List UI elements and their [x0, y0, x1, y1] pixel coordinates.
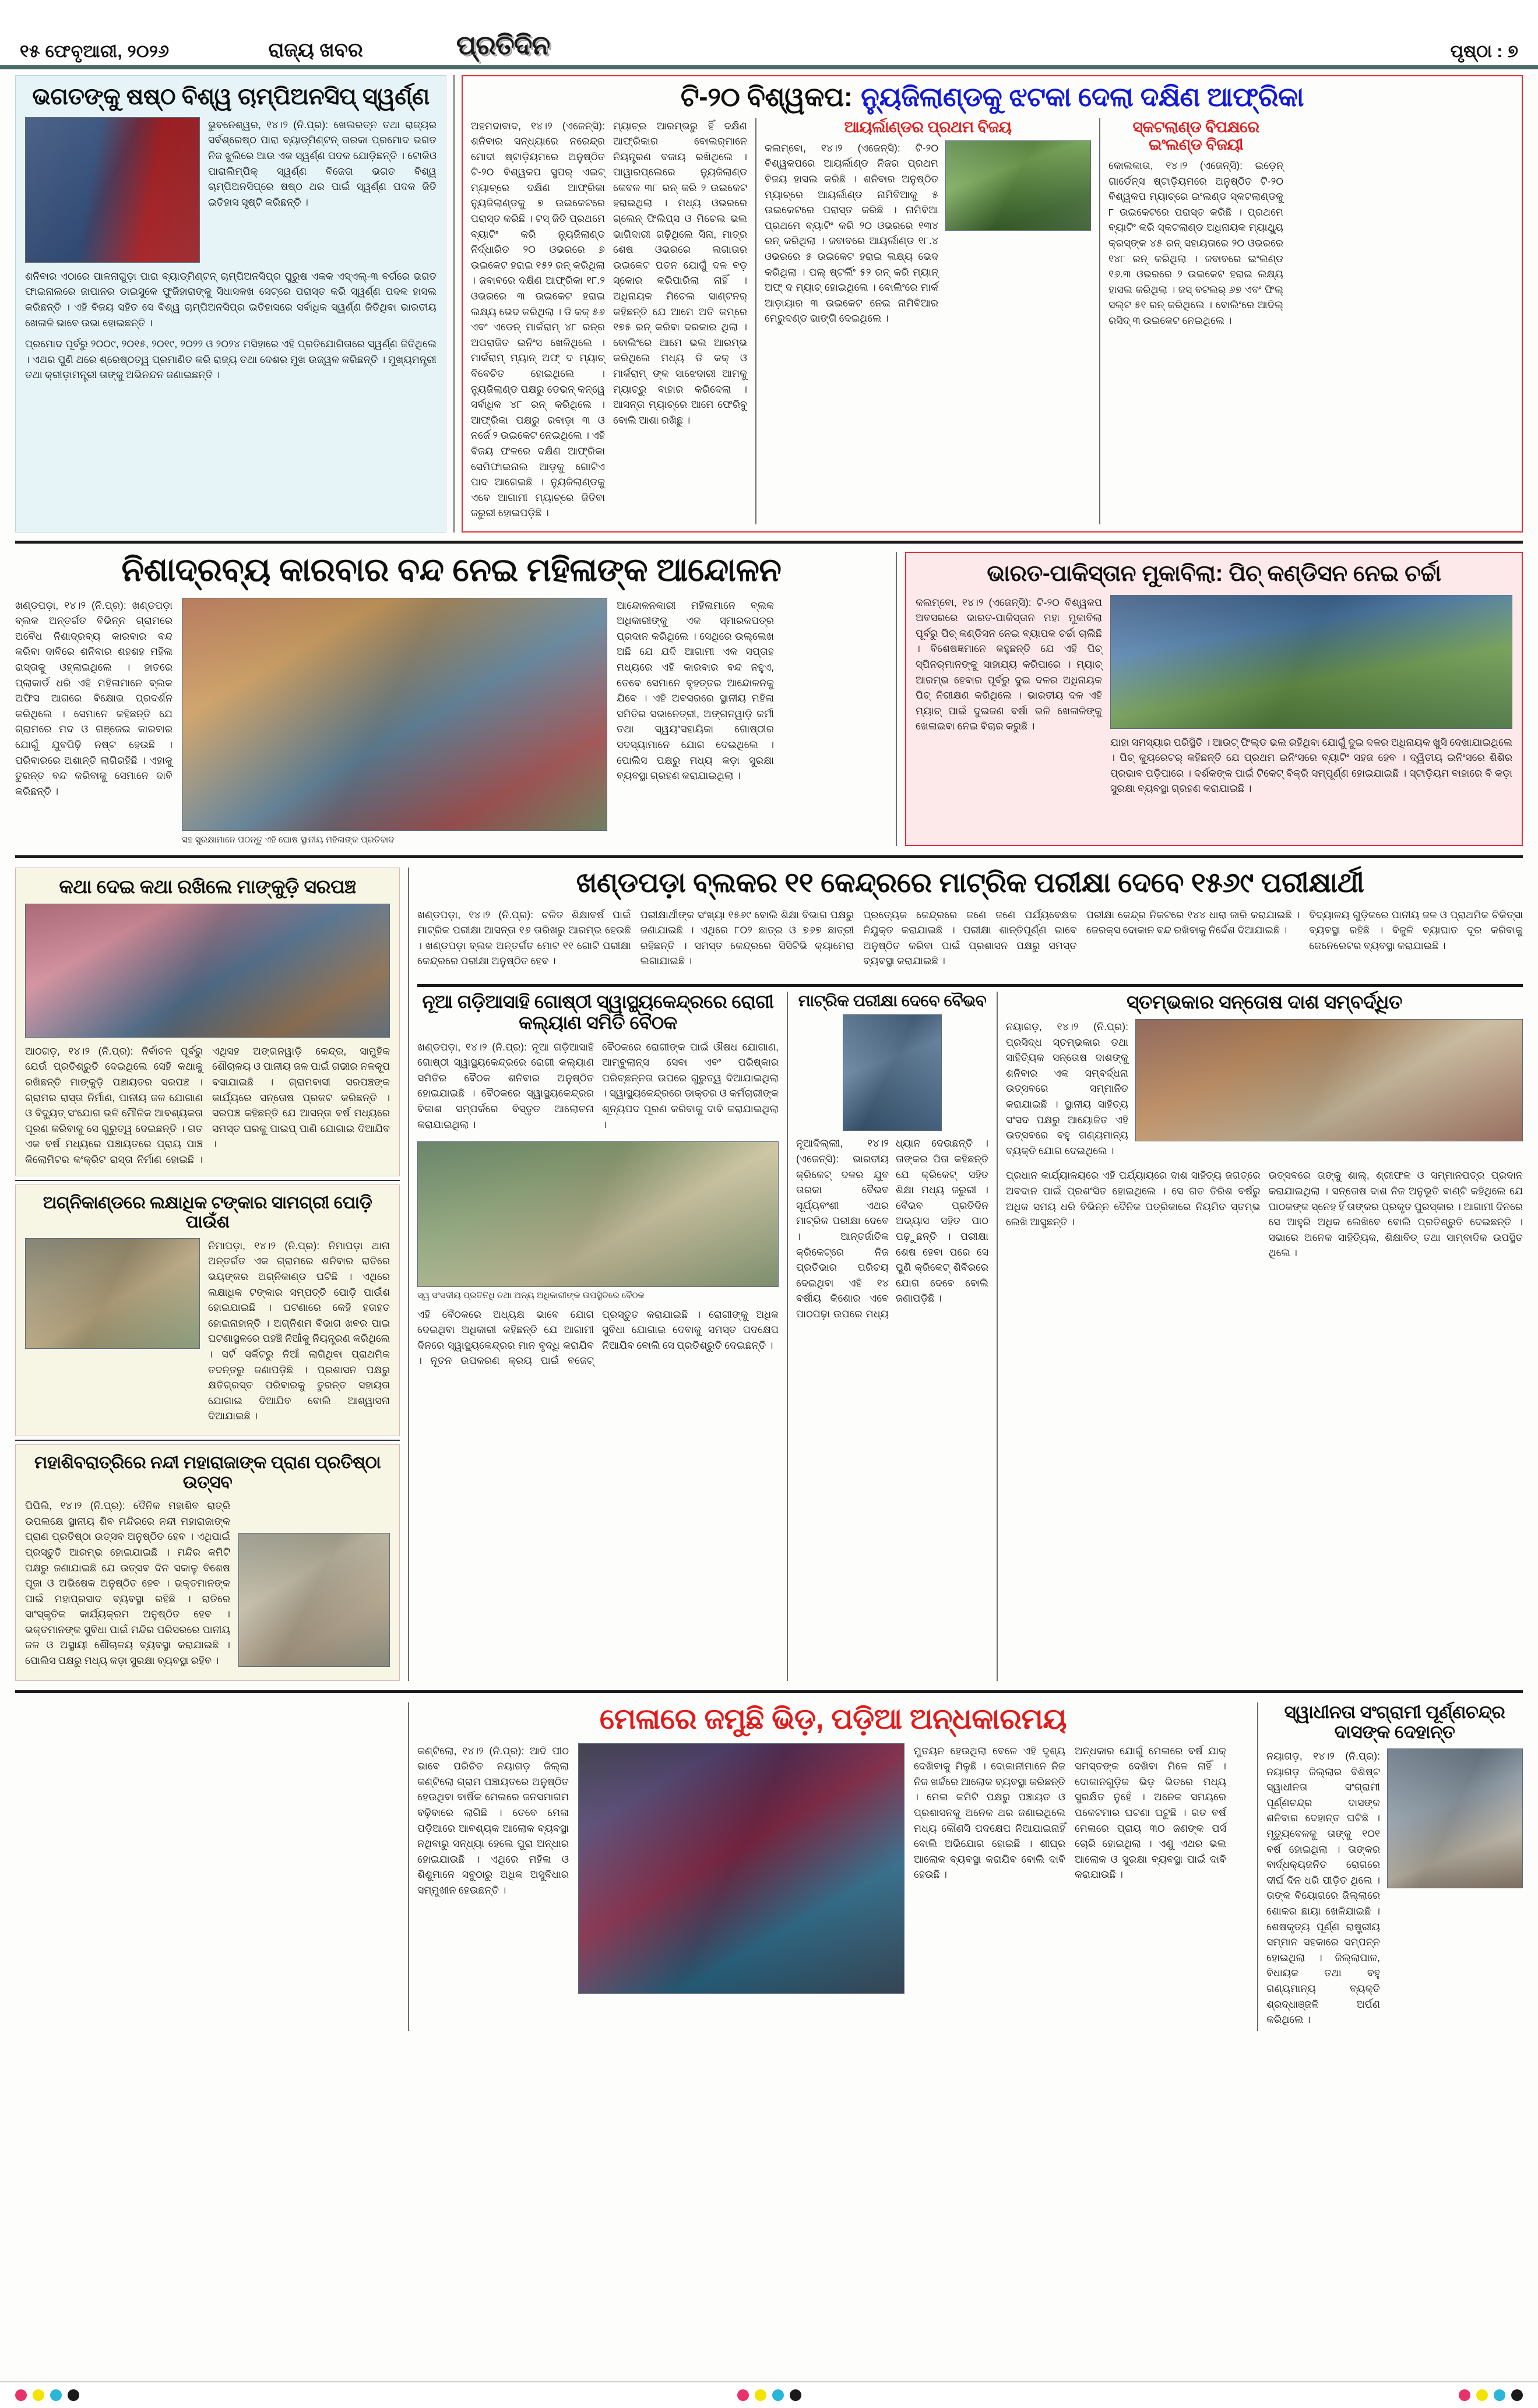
t20-headline: [471, 82, 1514, 112]
divider-vertical: [997, 992, 998, 1681]
sarpanch-photo: [25, 904, 390, 1038]
health-photo-caption: ସ୍ୱ ସଂସଦୀୟ ପ୍ରତିନିଧି ତଥା ଅନ୍ୟ ଅଧିକାରୀଙ୍କ ଉପସ୍ଥିତିରେ ବୈଠକ: [417, 1291, 645, 1301]
health-photo: [417, 1141, 779, 1287]
divider-vertical: [1099, 118, 1100, 524]
divider-vertical: [755, 118, 756, 524]
color-dot-cyan: [1494, 2389, 1505, 2401]
article-mahashivratri: [15, 1444, 400, 1681]
indpak-col-1: କଲମ୍ବୋ, ୧୪।୨ (ଏଜେନ୍ସି): ଟି-୨୦ ବିଶ୍ୱକପ ଅବସରରେ ଭାରତ-ପାକିସ୍ତାନ ମହା ମୁକାବିଲା ପୂର୍ବରୁ ପିଚ୍ କଣ୍ଡିସନ ନେଇ ବ୍ୟାପକ ଚର୍ଚ୍ଚା ଚାଲିଛି । ବିଶେଷଜ୍ଞମାନେ କହୁଛନ୍ତି ଯେ ଏହି ପିଚ୍ ସ୍ପିନର୍‌ମାନଙ୍କୁ ସାହାଯ୍ୟ କରିପାରେ । ମ୍ୟାଚ୍ ଆରମ୍ଭ ହେବାର ପୂର୍ବରୁ ଦୁଇ ଦଳର ଅଧିନାୟକ ପିଚ୍ ନିରୀକ୍ଷଣ କରିଥିଲେ । ଭାରତୀୟ ଦଳ ଏହି ମ୍ୟାଚ୍ ପାଇଁ ଦୁଇଜଣ ବର୍ଷା ଭଳି ଖେଳାଳିଙ୍କୁ ଖେଳାଇବା ନେଇ ବିଚାର କରୁଛି ।: [916, 596, 1102, 732]
vaibhav-body: ନୂଆଦିଲ୍ଲୀ, ୧୪।୨ (ଏଜେନ୍ସି): ଭାରତୀୟ କ୍ରିକେଟ୍ ଦଳର ଯୁବ ତାରକା ବୈଭବ ସୂର୍ଯ୍ୟବଂଶୀ ଏଥର ମାଟ୍ରିକ ପରୀକ୍ଷା ଦେବେ । ଆନ୍ତର୍ଜାତିକ କ୍ରିକେଟ୍‌ରେ ନିଜ ପ୍ରତିଭାର ପରିଚୟ ଦେଇଥିବା ଏହି ୧୪ ବର୍ଷୀୟ କିଶୋର ଏବେ ପାଠପଢ଼ା ଉପରେ ମଧ୍ୟ ଧ୍ୟାନ ଦେଉଛନ୍ତି । ତାଙ୍କର ପିତା କହିଛନ୍ତି ଯେ କ୍ରିକେଟ୍ ସହିତ ଶିକ୍ଷା ମଧ୍ୟ ଜରୁରୀ । ବୈଭବ ପ୍ରତିଦିନ ଅଭ୍ୟାସ ସହିତ ପାଠ ପଢ଼ୁଛନ୍ତି । ପରୀକ୍ଷା ଶେଷ ହେବା ପରେ ସେ ପୁଣି କ୍ରିକେଟ୍ ଶିବିରରେ ଯୋଗ ଦେବେ ବୋଲି ଜଣାପଡ଼ିଛି ।: [796, 1137, 988, 1320]
article-nisha: [15, 552, 888, 846]
section-rule: [15, 855, 1523, 858]
section-title: ରାଜ୍ୟ ଖବର: [268, 39, 363, 61]
article-freedom: [1266, 1702, 1523, 2031]
vaibhav-photo: [843, 1014, 942, 1131]
color-dot-yellow: [1476, 2389, 1488, 2401]
t20-col-1: ଅହମଦାବାଦ, ୧୪।୨ (ଏଜେନ୍ସି): ଶନିବାର ସନ୍ଧ୍ୟାରେ ନରେନ୍ଦ୍ର ମୋଦୀ ଷ୍ଟାଡ଼ିୟମରେ ଅନୁଷ୍ଠିତ ଟି-୨୦ ବିଶ୍ୱକପ ସୁପର୍ ଏଇଟ୍ ମ୍ୟାଚ୍‌ରେ ଦକ୍ଷିଣ ଆଫ୍ରିକା ନ୍ୟୁଜିଲାଣ୍ଡକୁ ୭ ଉଇକେଟରେ ପରାସ୍ତ କରିଛି । ଟସ୍ ଜିତି ପ୍ରଥମେ ବ୍ୟାଟିଂ କରି ନ୍ୟୁଜିଲାଣ୍ଡ ନିର୍ଦ୍ଧାରିତ ୨୦ ଓଭରରେ ୭ ଉଇକେଟ ହରାଇ ୧୫୨ ରନ୍ କରିଥିଲା । ଜବାବରେ ଦକ୍ଷିଣ ଆଫ୍ରିକା ୧୮.୨ ଓଭରରେ ୩ ଉଇକେଟ ହରାଇ ଲକ୍ଷ୍ୟ ଭେଦ କରିଥିଲା । ଡି କକ୍ ୫୬ ଏବଂ ଏଡେନ୍ ମାର୍କରାମ୍ ୪୮ ରନ୍‌ର ଅପରାଜିତ ଇନିଂସ ଖେଳିଥିଲେ । ମାର୍କରାମ୍ ମ୍ୟାନ୍ ଅଫ୍ ଦ ମ୍ୟାଚ୍ ବିବେଚିତ ହୋଇଥିଲେ । ନ୍ୟୁଜିଲାଣ୍ଡ ପକ୍ଷରୁ ଡେଭନ୍ କନ୍‌ୱେ ସର୍ବାଧିକ ୪୮ ରନ୍ କରିଥିଲେ । ଆଫ୍ରିକା ପକ୍ଷରୁ ରବାଡ଼ା ୩ ଓ ନର୍ଜେ ୨ ଉଇକେଟ ନେଇଥିଲେ । ଏହି ବିଜୟ ଫଳରେ ଦକ୍ଷିଣ ଆଫ୍ରିକା ସେମିଫାଇନାଲ ଆଡ଼କୁ ଗୋଟିଏ ପାଦ ଆଗେଇଛି । ନ୍ୟୁଜିଲାଣ୍ଡକୁ ଏବେ ଆଗାମୀ ମ୍ୟାଚ୍‌ରେ ଜିତିବା ଜରୁରୀ ହୋଇପଡ଼ିଛି ।: [471, 119, 605, 519]
article-sarpanch: [15, 868, 400, 1176]
color-dot-yellow: [755, 2389, 766, 2401]
nisha-headline: ନିଶାଦ୍ରବ୍ୟ କାରବାର ବନ୍ଦ ନେଇ ମହିଳାଙ୍କ ଆନ୍ଦୋଳନ: [121, 551, 782, 588]
color-dot-cyan: [50, 2389, 62, 2401]
mahashivratri-body: ପିପିଲି, ୧୪।୨ (ନି.ପ୍ର): ଦୈନିକ ମହାଶିବ ରାତ୍ରି ଉପଲକ୍ଷେ ସ୍ଥାନୀୟ ଶିବ ମନ୍ଦିରରେ ନନ୍ଦୀ ମହାରାଜାଙ୍କ ପ୍ରାଣ ପ୍ରତିଷ୍ଠା ଉତ୍ସବ ଅନୁଷ୍ଠିତ ହେବ । ଏଥିପାଇଁ ପ୍ରସ୍ତୁତି ଆରମ୍ଭ ହୋଇଯାଇଛି । ମନ୍ଦିର କମିଟି ପକ୍ଷରୁ ଜଣାଯାଇଛି ଯେ ଉତ୍ସବ ଦିନ ସକାଳୁ ବିଶେଷ ପୂଜା ଓ ଅଭିଷେକ ଅନୁଷ୍ଠିତ ହେବ । ଭକ୍ତମାନଙ୍କ ପାଇଁ ମହାପ୍ରସାଦ ବ୍ୟବସ୍ଥା ରହିଛି । ରାତିରେ ସାଂସ୍କୃତିକ କାର୍ଯ୍ୟକ୍ରମ ଅନୁଷ୍ଠିତ ହେବ । ଭକ୍ତମାନଙ୍କ ସୁବିଧା ପାଇଁ ମନ୍ଦିର ପରିସରରେ ପାନୀୟ ଜଳ ଓ ଅସ୍ଥାୟୀ ଶୌଚାଳୟ ବ୍ୟବସ୍ଥା କରାଯାଇଛି । ପୋଲିସ ପକ୍ଷରୁ ମଧ୍ୟ କଡ଼ା ସୁରକ୍ଷା ବ୍ୟବସ୍ଥା ରହିବ ।: [25, 1500, 230, 1667]
article-t20: [462, 75, 1523, 533]
fire-photo: [25, 1238, 200, 1349]
vaibhav-headline: ମାଟ୍ରିକ ପରୀକ୍ଷା ଦେବେ ବୈଭବ: [798, 992, 987, 1010]
mela-photo: [578, 1743, 905, 1994]
divider-vertical: [1257, 1702, 1258, 2031]
newspaper-logo: ପ୍ରତିଦିନ: [456, 30, 550, 60]
color-dot-yellow: [33, 2389, 44, 2401]
ireland-headline: ଆୟର୍ଲାଣ୍ଡର ପ୍ରଥମ ବିଜୟ: [844, 118, 1012, 136]
bhagat-body-1: ଭୁବନେଶ୍ୱର, ୧୪।୨ (ନି.ପ୍ର): ଖେଲରତ୍ନ ତଥା ରାଜ୍ୟର ସର୍ବଶ୍ରେଷ୍ଠ ପାରା ବ୍ୟାଡ୍‌ମିଣ୍ଟନ୍ ତାରକା ପ୍ରମୋଦ ଭଗତ ନିଜ ଝୁଲିରେ ଆଉ ଏକ ସ୍ୱର୍ଣ୍ଣ ପଦକ ଯୋଡ଼ିଛନ୍ତି । ଟୋକିଓ ପାରାଲିମ୍ପିକ୍‌ ସ୍ୱର୍ଣ୍ଣ ବିଜେତା ଭଗତ ବିଶ୍ୱ ଚାମ୍ପିଅନସିପ୍‌ରେ ଷଷ୍ଠ ଥର ପାଇଁ ସ୍ୱର୍ଣ୍ଣ ପଦକ ଜିତି ଇତିହାସ ସୃଷ୍ଟି କରିଛନ୍ତି ।: [208, 118, 437, 208]
nisha-col-2: ଆନ୍ଦୋଳନକାରୀ ମହିଳାମାନେ ବ୍ଲକ ଅଧିକାରୀଙ୍କୁ ଏକ ସ୍ମାରକପତ୍ର ପ୍ରଦାନ କରିଥିଲେ । ସେଥିରେ ଉଲ୍ଲେଖ ଅଛି ଯେ ଯଦି ଆଗାମୀ ଏକ ସପ୍ତାହ ମଧ୍ୟରେ ଏହି କାରବାର ବନ୍ଦ ନହୁଏ, ତେବେ ସେମାନେ ବୃହତ୍ତର ଆନ୍ଦୋଳନକୁ ଯିବେ । ଏହି ଅବସରରେ ସ୍ଥାନୀୟ ମହିଳା ସମିତିର ସଭାନେତ୍ରୀ, ଅଙ୍ଗନୱାଡ଼ି କର୍ମୀ ତଥା ସ୍ୱୟଂସହାୟିକା ଗୋଷ୍ଠୀର ସଦସ୍ୟାମାନେ ଯୋଗ ଦେଇଥିଲେ । ପୋଲିସ ପକ୍ଷରୁ ମଧ୍ୟ କଡ଼ା ସୁରକ୍ଷା ବ୍ୟବସ୍ଥା ଗ୍ରହଣ କରାଯାଇଥିଲା ।: [617, 599, 774, 782]
left-column-stack: [15, 868, 400, 1681]
matric-col-4: ପରୀକ୍ଷା କେନ୍ଦ୍ର ନିକଟରେ ୧୪୪ ଧାରା ଜାରି କରାଯାଇଛି । ଜେରକ୍ସ ଦୋକାନ ବନ୍ଦ ରଖିବାକୁ ନିର୍ଦ୍ଦେଶ ଦିଆଯାଇଛି ।: [1086, 908, 1300, 936]
section-rule: [15, 1690, 1523, 1693]
article-mela: [417, 1702, 1249, 2031]
t20-headline-prefix: ଟି-୨୦ ବିଶ୍ୱକପ:: [680, 82, 853, 112]
article-vaibhav: [796, 992, 988, 1681]
article-santosh: [1006, 992, 1523, 1681]
article-indpak: [905, 552, 1523, 846]
color-dot-black: [1511, 2389, 1523, 2401]
matric-headline: ଖଣ୍ଡପଡ଼ା ବ୍ଲକର ୧୧ କେନ୍ଦ୍ରରେ ମାଟ୍ରିକ ପରୀକ୍ଷା ଦେବେ ୧୫୬୯ ପରୀକ୍ଷାର୍ଥୀ: [576, 867, 1364, 898]
divider-horizontal: [15, 1440, 400, 1441]
santosh-body-1: ନୟାଗଡ଼, ୧୪।୨ (ନି.ପ୍ର): ପ୍ରସିଦ୍ଧ ସ୍ତମ୍ଭକାର ତଥା ସାହିତ୍ୟିକ ସନ୍ତୋଷ ଦାଶଙ୍କୁ ଶନିବାର ଏକ ସମ୍ବର୍ଦ୍ଧନା ଉତ୍ସବରେ ସମ୍ମାନିତ କରାଯାଇଛି । ସ୍ଥାନୀୟ ସାହିତ୍ୟ ସଂସଦ ପକ୍ଷରୁ ଆୟୋଜିତ ଏହି ଉତ୍ସବରେ ବହୁ ଗଣ୍ୟମାନ୍ୟ ବ୍ୟକ୍ତି ଯୋଗ ଦେଇଥିଲେ ।: [1006, 1021, 1128, 1157]
england-body: କୋଲକାତା, ୧୪।୨ (ଏଜେନ୍ସି): ଇଡ଼େନ୍ ଗାର୍ଡେନ୍ସ ଷ୍ଟାଡ଼ିୟମରେ ଅନୁଷ୍ଠିତ ଟି-୨୦ ବିଶ୍ୱକପ ମ୍ୟାଚ୍‌ରେ ଇଂଲଣ୍ଡ ସ୍କଟଲାଣ୍ଡକୁ ୮ ଉଇକେଟରେ ପରାସ୍ତ କରିଛି । ପ୍ରଥମେ ବ୍ୟାଟିଂ କରି ସ୍କଟଲାଣ୍ଡ ଅଧିନାୟକ ମ୍ୟାଥ୍ୟୁ କ୍ରସ୍‌ଙ୍କ ୪୫ ରନ୍ ସହାୟତାରେ ୨୦ ଓଭରରେ ୧୪୮ ରନ୍ କରିଥିଲା । ଜବାବରେ ଇଂଲଣ୍ଡ ୧୬.୩ ଓଭରରେ ୨ ଉଇକେଟ ହରାଇ ଲକ୍ଷ୍ୟ ହାସଲ କରିଥିଲା । ଜସ୍ ବଟଲର୍ ୬୭ ଏବଂ ଫିଲ୍ ସଲ୍ଟ ୫୧ ରନ୍ କରିଥିଲେ । ବୋଲିଂରେ ଆଦିଲ୍ ରସିଦ୍ ୩ ଉଇକେଟ ନେଇଥିଲେ ।: [1108, 159, 1283, 326]
t20-col-2: ମ୍ୟାଚ୍‌ର ଆରମ୍ଭରୁ ହିଁ ଦକ୍ଷିଣ ଆଫ୍ରିକାର ବୋଲର୍‌ମାନେ ନିୟନ୍ତ୍ରଣ ବଜାୟ ରଖିଥିଲେ । ପାୱାରପ୍ଲେରେ ନ୍ୟୁଜିଲାଣ୍ଡ କେବଳ ୩୮ ରନ୍ କରି ୨ ଉଇକେଟ ହରାଇଥିଲା । ମଧ୍ୟ ଓଭରରେ ଗ୍ଲେନ୍ ଫିଲିପ୍ସ ଓ ମିଚେଲ ଭଲ ଭାଗିଦାରୀ ଗଢ଼ିଥିଲେ ସିନା, ମାତ୍ର ଶେଷ ଓଭରରେ ଲଗାତାର ଉଇକେଟ ପତନ ଯୋଗୁଁ ଦଳ ବଡ଼ ସ୍କୋର କରିପାରିଲା ନାହିଁ । ଅଧିନାୟକ ମିଚେଲ ସାଣ୍ଟନର୍ କହିଛନ୍ତି ଯେ ଆମେ ଅତି କମ୍‌ରେ ୧୭୫ ରନ୍ କରିବା ଦରକାର ଥିଲା । ବୋଲିଂରେ ଆମେ ଭଲ ଆରମ୍ଭ କରିଥିଲେ ମଧ୍ୟ ଡି କକ୍ ଓ ମାର୍କରାମ୍ ଙ୍କ ସାଝେଦାରୀ ଆମକୁ ମ୍ୟାଚ୍‌ରୁ ବାହାର କରିଦେଲା । ଆସନ୍ତା ମ୍ୟାଚ୍‌ରେ ଆମେ ଫେରିବୁ ବୋଲି ଆଶା ରଖିଛୁ ।: [613, 119, 747, 426]
nisha-photo-caption: ସହ ସୁରକ୍ଷାମାନେ ପଠନ୍ତୁ ଏହି ଘୋଷ ସ୍ଥାନୀୟ ମହିଳାଙ୍କ ପ୍ରତିବାଦ: [182, 834, 395, 845]
footer-dots-center: [737, 2389, 801, 2401]
santosh-headline: ସ୍ତମ୍ଭକାର ସନ୍ତୋଷ ଦାଶ ସମ୍ବର୍ଦ୍ଧିତ: [1126, 991, 1403, 1013]
section-rule: [15, 541, 1523, 544]
color-dot-black: [68, 2389, 79, 2401]
color-dot-magenta: [1459, 2389, 1470, 2401]
color-dot-magenta: [15, 2389, 27, 2401]
health-headline: ନୂଆ ଗଡ଼ିଆସାହି ଗୋଷ୍ଠୀ ସ୍ୱାସ୍ଥ୍ୟକେନ୍ଦ୍ରରେ ରୋଗୀ କଲ୍ୟାଣ ସମିତି ବୈଠକ: [422, 991, 774, 1033]
band-four: [0, 1702, 1538, 2066]
indpak-col-2: ଯାହା ସମସ୍ୟାର ପରିସ୍ଥିତି । ଆଉଟ୍ ଫିଲ୍ଡ ଭଲ ରହିଥିବା ଯୋଗୁଁ ଦୁଇ ଦଳର ଅଧିନାୟକ ଖୁସି ଦେଖାଯାଇଥିଲେ । ପିଚ୍ କ୍ୟୁରେଟର୍ କହିଛନ୍ତି ଯେ ପ୍ରଥମ ଇନିଂସରେ ବ୍ୟାଟିଂ ସହଜ ହେବ । ଦ୍ୱିତୀୟ ଇନିଂସରେ ଶିଶିର ପ୍ରଭାବ ପଡ଼ିପାରେ । ଦର୍ଶକଙ୍କ ପାଇଁ ଟିକେଟ୍ ବିକ୍ରି ସମ୍ପୂର୍ଣ୍ଣ ହୋଇଯାଇଛି । ସ୍ଟାଡ଼ିୟମ ବାହାରେ ବି କଡ଼ା ସୁରକ୍ଷା ବ୍ୟବସ୍ଥା ଗ୍ରହଣ କରାଯାଇଛି ।: [1110, 736, 1512, 795]
matric-col-5: ବିଦ୍ୟାଳୟ ଗୁଡ଼ିକରେ ପାନୀୟ ଜଳ ଓ ପ୍ରାଥମିକ ଚିକିତ୍ସା ବ୍ୟବସ୍ଥା ରହିଛି । ବିଜୁଳି ବ୍ୟାଘାତ ଦୂର କରିବାକୁ ଜେନେରେଟର ବ୍ୟବସ୍ଥା କରାଯାଇଛି ।: [1309, 908, 1523, 951]
mahashivratri-headline: ମହାଶିବରାତ୍ରିରେ ନନ୍ଦୀ ମହାରାଜାଙ୍କ ପ୍ରାଣ ପ୍ରତିଷ୍ଠା ଉତ୍ସବ: [34, 1452, 381, 1492]
footer-registration-bar: [0, 2381, 1538, 2408]
indpak-headline: ଭାରତ-ପାକିସ୍ତାନ ମୁକାବିଲା: ପିଚ୍ କଣ୍ଡିସନ ନେଇ ଚର୍ଚ୍ଚା: [987, 560, 1441, 586]
divider-vertical: [408, 868, 409, 1681]
mahashivratri-photo: [238, 1533, 390, 1667]
divider-vertical: [896, 552, 897, 846]
fire-headline: ଅଗ୍ନିକାଣ୍ଡରେ ଲକ୍ଷାଧିକ ଟଙ୍କାର ସାମଗ୍ରୀ ପୋଡ଼ି ପାଉଁଶ: [43, 1193, 372, 1232]
matric-col-1: ଖଣ୍ଡପଡ଼ା, ୧୪।୨ (ନି.ପ୍ର): ଚଳିତ ଶିକ୍ଷାବର୍ଷ ପାଇଁ ମାଟ୍ରିକ ପରୀକ୍ଷା ଆସନ୍ତା ୧୬ ତାରିଖରୁ ଆରମ୍ଭ ହେଉଛି । ଖଣ୍ଡପଡ଼ା ବ୍ଲକ ଅନ୍ତର୍ଗତ ମୋଟ ୧୧ ଗୋଟି ପରୀକ୍ଷା କେନ୍ଦ୍ରରେ ପରୀକ୍ଷା ଅନୁଷ୍ଠିତ ହେବ ।: [417, 908, 631, 967]
divider-vertical: [408, 1702, 409, 2031]
indpak-photo: [1110, 595, 1512, 729]
santosh-body-2: ପ୍ରଧାନ କାର୍ଯ୍ୟାଳୟରେ ଏହି ପର୍ଯ୍ୟାୟରେ ଦାଶ ସାହିତ୍ୟ ଜଗତ୍‌ରେ ଅବଦାନ ପାଇଁ ପ୍ରଶଂସିତ ହୋଇଥିଲେ । ସେ ଗତ ତିରିଶ ବର୍ଷରୁ ଅଧିକ ସମୟ ଧରି ବିଭିନ୍ନ ଦୈନିକ ପତ୍ରିକାରେ ନିୟମିତ ସ୍ତମ୍ଭ ଲେଖି ଆସୁଛନ୍ତି ।: [1006, 1169, 1261, 1228]
bhagat-body-3: ପ୍ରମୋଦ ପୂର୍ବରୁ ୨୦୦୯, ୨୦୧୫, ୨୦୧୯, ୨୦୨୨ ଓ ୨୦୨୪ ମସିହାରେ ଏହି ପ୍ରତିଯୋଗିତାରେ ସ୍ୱର୍ଣ୍ଣ ଜିତିଥିଲେ । ଏଥର ପୁଣି ଥରେ ଶ୍ରେଷ୍ଠତ୍ୱ ପ୍ରମାଣିତ କରି ରାଜ୍ୟ ତଥା ଦେଶର ମୁଖ ଉଜ୍ୱଳ କରିଛନ୍ତି । ମୁଖ୍ୟମନ୍ତ୍ରୀ ତଥା କ୍ରୀଡ଼ାମନ୍ତ୍ରୀ ତାଙ୍କୁ ଅଭିନନ୍ଦନ ଜଣାଇଛନ୍ତି ।: [25, 338, 437, 381]
masthead: [0, 0, 1538, 65]
section-rule: [417, 984, 1523, 987]
bhagat-body-2: ଶନିବାର ଏଠାରେ ପାଳନାଗୁଡ଼ା ପାରା ବ୍ୟାଡ୍‌ମିଣ୍ଟନ୍ ଚାମ୍ପିଅନସିପ୍‌ର ପୁରୁଷ ଏକକ ଏସ୍‌ଏଲ୍‌-୩ ବର୍ଗରେ ଭଗତ ଫାଇନାଲରେ ଜାପାନର ଡାଇସୁକେ ଫୁଜିହାରାଙ୍କୁ ସିଧାସଳଖ ସେଟ୍‌ରେ ପରାସ୍ତ କରି ସ୍ୱର୍ଣ୍ଣ ପଦକ ହାସଲ କରିଛନ୍ତି । ଏହି ବିଜୟ ସହିତ ସେ ବିଶ୍ୱ ଚାମ୍ପିଅନସିପ୍‌ର ଇତିହାସରେ ସର୍ବାଧିକ ସ୍ୱର୍ଣ୍ଣ ଜିତିଥିବା ଭାରତୀୟ ଖେଳାଳି ଭାବେ ଉଭା ହୋଇଛନ୍ତି ।: [25, 270, 437, 329]
article-health: [417, 992, 779, 1681]
health-body-1: ଖଣ୍ଡପଡ଼ା, ୧୪।୨ (ନି.ପ୍ର): ନୂଆ ଗଡ଼ିଆସାହି ଗୋଷ୍ଠୀ ସ୍ୱାସ୍ଥ୍ୟକେନ୍ଦ୍ରରେ ରୋଗୀ କଲ୍ୟାଣ ସମିତିର ବୈଠକ ଶନିବାର ଅନୁଷ୍ଠିତ ହୋଇଯାଇଛି । ବୈଠକରେ ସ୍ୱାସ୍ଥ୍ୟକେନ୍ଦ୍ରର ବିକାଶ ସମ୍ପର୍କରେ ବିସ୍ତୃତ ଆଲୋଚନା କରାଯାଇଥିଲା ।: [417, 1041, 594, 1130]
sub-article-row: [417, 992, 1523, 1681]
divider-vertical: [787, 992, 788, 1681]
left-stack-continuation: [15, 1702, 400, 2031]
bhagat-photo: [25, 117, 200, 263]
nisha-photo: [182, 598, 607, 831]
freedom-headline: ସ୍ୱାଧୀନତା ସଂଗ୍ରାମୀ ପୂର୍ଣ୍ଣଚନ୍ଦ୍ର ଦାସଙ୍କ ଦେହାନ୍ତ: [1284, 1701, 1505, 1743]
mela-col-2: ମୁତୟନ ହେଉଥିଲା ବେଳେ ଏହି ଦୃଶ୍ୟ ଦେଖିବାକୁ ମିଳୁଛି । ଦୋକାନୀମାନେ ନିଜ ନିଜ ଖର୍ଚ୍ଚରେ ଆଲୋକ ବ୍ୟବସ୍ଥା କରିଛନ୍ତି । ମେଳା କମିଟି ପକ୍ଷରୁ ପଞ୍ଚାୟତ ଓ ପ୍ରଶାସନକୁ ଅନେକ ଥର ଜଣାଇଥିଲେ ମଧ୍ୟ କୌଣସି ପଦକ୍ଷେପ ନିଆଯାଇନାହିଁ ବୋଲି ଅଭିଯୋଗ ହୋଇଛି । ଶୀଘ୍ର ଆଲୋକ ବ୍ୟବସ୍ଥା କରାଯିବ ବୋଲି ଦାବି ହେଉଛି ।: [914, 1744, 1065, 1881]
health-body-3: ଏହି ବୈଠକରେ ଅଧ୍ୟକ୍ଷ ଭାବେ ଯୋଗ ଦେଇଥିବା ଅଧିକାରୀ କହିଛନ୍ତି ଯେ ଆଗାମୀ ଦିନରେ ସ୍ୱାସ୍ଥ୍ୟକେନ୍ଦ୍ରର ମାନ ବୃଦ୍ଧି କରାଯିବ । ନୂତନ ଉପକରଣ କ୍ରୟ ପାଇଁ ବଜେଟ୍ ପ୍ରସ୍ତୁତ କରାଯାଇଛି । ରୋଗୀଙ୍କୁ ଅଧିକ ସୁବିଧା ଯୋଗାଇ ଦେବାକୁ ସମସ୍ତ ପଦକ୍ଷେପ ନିଆଯିବ ବୋଲି ସେ ପ୍ରତିଶ୍ରୁତି ଦେଇଛନ୍ତି ।: [417, 1308, 779, 1367]
bhagat-headline: ଭଗତଙ୍କୁ ଷଷ୍ଠ ବିଶ୍ୱ ଚାମ୍ପିଅନସିପ୍ ସ୍ୱର୍ଣ୍ଣ: [32, 84, 430, 110]
mela-col-3: ଅନ୍ଧକାର ଯୋଗୁଁ ମେଳାରେ ବର୍ଷ ଯାକ୍ ସମସ୍ତଙ୍କ ଦେଖିବା ମିଳେ ନାହିଁ । ଦୋକାନଗୁଡ଼ିକ ଭିଡ଼ ଭିତରେ ମଧ୍ୟ ସୁରକ୍ଷିତ ନୁହେଁ । ଅନେକ ସମୟରେ ପକେଟମାର ଘଟଣା ଘଟୁଛି । ଗତ ବର୍ଷ ମେଳାରେ ପ୍ରାୟ ୩୦ ଜଣଙ୍କ ପର୍ସ ଚୋରି ହୋଇଥିଲା । ଏଣୁ ଏଥର ଭଲ ଆଲୋକ ଓ ସୁରକ୍ଷା ବ୍ୟବସ୍ଥା ପାଇଁ ଦାବି କରାଯାଉଛି ।: [1075, 1744, 1226, 1881]
band-three: [0, 868, 1538, 1681]
matric-col-2: ପରୀକ୍ଷାର୍ଥୀଙ୍କ ସଂଖ୍ୟା ୧୫୬୯ ବୋଲି ଶିକ୍ଷା ବିଭାଗ ପକ୍ଷରୁ ଜଣାଯାଇଛି । ଏଥିରେ ୮୦୨ ଛାତ୍ର ଓ ୭୬୭ ଛାତ୍ରୀ ରହିଛନ୍ତି । ସମସ୍ତ କେନ୍ଦ୍ରରେ ସିସିଟିଭି କ୍ୟାମେରା ଲଗାଯାଇଛି ।: [640, 908, 854, 967]
page-number: ପୃଷ୍ଠା : ୭: [1450, 42, 1518, 61]
fire-body: ନିମାପଡ଼ା, ୧୪।୨ (ନି.ପ୍ର): ନିମାପଡ଼ା ଥାନା ଅନ୍ତର୍ଗତ ଏକ ଗ୍ରାମରେ ଶନିବାର ରାତିରେ ଭୟଙ୍କର ଅଗ୍ନିକାଣ୍ଡ ଘଟିଛି । ଏଥିରେ ଲକ୍ଷାଧିକ ଟଙ୍କାର ସମ୍ପତ୍ତି ପୋଡ଼ି ପାଉଁଶ ହୋଇଯାଇଛି । ଘଟଣାରେ କେହି ହତାହତ ହୋଇନାହାନ୍ତି । ଅଗ୍ନିଶମ ବିଭାଗ ଖବର ପାଇ ଘଟଣାସ୍ଥଳରେ ପହଞ୍ଚି ନିଆଁକୁ ନିୟନ୍ତ୍ରଣ କରିଥିଲେ । ସର୍ଟ ସର୍କିଟରୁ ନିଆଁ ଲାଗିଥିବା ପ୍ରାଥମିକ ତଦନ୍ତରୁ ଜଣାପଡ଼ିଛି । ପ୍ରଶାସନ ପକ୍ଷରୁ କ୍ଷତିଗ୍ରସ୍ତ ପରିବାରକୁ ତୁରନ୍ତ ସହାୟତା ଯୋଗାଇ ଦିଆଯିବ ବୋଲି ଆଶ୍ୱାସନା ଦିଆଯାଇଛି ।: [208, 1239, 390, 1422]
color-dot-magenta: [737, 2389, 749, 2401]
footer-dots-left: [15, 2389, 79, 2401]
santosh-body-3: ଉତ୍ସବରେ ତାଙ୍କୁ ଶାଲ୍, ଶ୍ରୀଫଳ ଓ ସମ୍ମାନପତ୍ର ପ୍ରଦାନ କରାଯାଇଥିଲା । ସନ୍ତୋଷ ଦାଶ ନିଜ ଅନୁଭୂତି ବାଣ୍ଟି କହିଥିଲେ ଯେ ପାଠକଙ୍କ ସ୍ନେହ ହିଁ ତାଙ୍କର ପ୍ରକୃତ ପୁରସ୍କାର । ଆଗାମୀ ଦିନରେ ସେ ଆହୁରି ଅଧିକ ଲେଖିବେ ବୋଲି ପ୍ରତିଶ୍ରୁତି ଦେଇଛନ୍ତି । ସଭାରେ ଅନେକ ସାହିତ୍ୟିକ, ଶିକ୍ଷାବିତ୍ ତଥା ସାମ୍ବାଦିକ ଉପସ୍ଥିତ ଥିଲେ ।: [1268, 1169, 1523, 1259]
color-dot-cyan: [772, 2389, 784, 2401]
divider-vertical: [453, 75, 455, 533]
article-fire: [15, 1184, 400, 1436]
divider-horizontal: [15, 1180, 400, 1181]
england-headline: ସ୍କଟଲାଣ୍ଡ ବିପକ୍ଷରେ ଇଂଲଣ୍ଡ ବିଜୟୀ: [1132, 118, 1259, 153]
article-bhagat: [15, 75, 446, 533]
sarpanch-body: ଆଠଗଡ଼, ୧୪।୨ (ନି.ପ୍ର): ନିର୍ବାଚନ ପୂର୍ବରୁ ଯେଉଁ ପ୍ରତିଶ୍ରୁତି ଦେଇଥିଲେ ସେହି କଥାକୁ ରଖିଛନ୍ତି ମାଙ୍କୁଡ଼ି ପଞ୍ଚାୟତର ସରପଞ୍ଚ । ଗ୍ରାମର ରାସ୍ତା ନିର୍ମାଣ, ପାନୀୟ ଜଳ ଯୋଗାଣ ଓ ବିଦ୍ୟୁତ୍ ସଂଯୋଗ ଭଳି ମୌଳିକ ଆବଶ୍ୟକତା ପୂରଣ କରିବାକୁ ସେ ଗୁରୁତ୍ୱ ଦେଇଛନ୍ତି । ଗତ ଏକ ବର୍ଷ ମଧ୍ୟରେ ପଞ୍ଚାୟତରେ ପ୍ରାୟ ପାଞ୍ଚ କିଲୋମିଟର କଂକ୍ରିଟ ରାସ୍ତା ନିର୍ମାଣ ହୋଇଛି । ଏଥିସହ ଅଙ୍ଗନୱାଡ଼ି କେନ୍ଦ୍ର, ସାମୁହିକ ଶୌଚାଳୟ ଓ ପାନୀୟ ଜଳ ପାଇଁ ଗଭୀର ନଳକୂପ ବସାଯାଇଛି । ଗ୍ରାମବାସୀ ସରପଞ୍ଚଙ୍କ କାର୍ଯ୍ୟରେ ସନ୍ତୋଷ ପ୍ରକଟ କରିଛନ୍ତି । ସରପଞ୍ଚ କହିଛନ୍ତି ଯେ ଆସନ୍ତା ବର୍ଷ ମଧ୍ୟରେ ସମସ୍ତ ଘରକୁ ପାଇପ୍ ପାଣି ଯୋଗାଇ ଦିଆଯିବ ।: [25, 1045, 390, 1166]
band-two: [0, 552, 1538, 846]
sarpanch-headline: କଥା ଦେଇ କଥା ରଖିଲେ ମାଙ୍କୁଡ଼ି ସରପଞ୍ଚ: [59, 875, 356, 897]
freedom-body: ନୟାଗଡ଼, ୧୪।୨ (ନି.ପ୍ର): ନୟାଗଡ଼ ଜିଲ୍ଲାର ବିଶିଷ୍ଟ ସ୍ୱାଧୀନତା ସଂଗ୍ରାମୀ ପୂର୍ଣ୍ଣଚନ୍ଦ୍ର ଦାସଙ୍କ ଶନିବାର ଦେହାନ୍ତ ଘଟିଛି । ମୃତ୍ୟୁବେଳକୁ ତାଙ୍କୁ ୧୦୧ ବର୍ଷ ହୋଇଥିଲା । ତାଙ୍କର ବାର୍ଦ୍ଧକ୍ୟଜନିତ ରୋଗରେ ଦୀର୍ଘ ଦିନ ଧରି ପୀଡ଼ିତ ଥିଲେ । ତାଙ୍କ ବିୟୋଗରେ ଜିଲ୍ଲାରେ ଶୋକର ଛାୟା ଖେଳିଯାଇଛି । ଶେଷକୃତ୍ୟ ପୂର୍ଣ୍ଣ ରାଷ୍ଟ୍ରୀୟ ସମ୍ମାନ ସହକାରେ ସମ୍ପନ୍ନ ହୋଇଥିଲା । ଜିଲ୍ଲାପାଳ, ବିଧାୟକ ତଥା ବହୁ ଗଣ୍ୟମାନ୍ୟ ବ୍ୟକ୍ତି ଶ୍ରଦ୍ଧାଞ୍ଜଳି ଅର୍ପଣ କରିଥିଲେ ।: [1266, 1750, 1380, 2026]
matric-col-3: ପ୍ରତ୍ୟେକ କେନ୍ଦ୍ରରେ ଜଣେ ଜଣେ ପର୍ଯ୍ୟବେକ୍ଷକ ନିଯୁକ୍ତ କରାଯାଇଛି । ପରୀକ୍ଷା ଶାନ୍ତିପୂର୍ଣ୍ଣ ଭାବେ ଅନୁଷ୍ଠିତ କରିବା ପାଇଁ ପ୍ରଶାସନ ପକ୍ଷରୁ ସମସ୍ତ ବ୍ୟବସ୍ଥା କରାଯାଇଛି ।: [863, 908, 1077, 967]
t20-headline-main: ନ୍ୟୁଜିଲାଣ୍ଡକୁ ଝଟକା ଦେଲା ଦକ୍ଷିଣ ଆଫ୍ରିକା: [861, 82, 1304, 112]
santosh-photo: [1135, 1019, 1523, 1141]
footer-dots-right: [1459, 2389, 1523, 2401]
mela-col-1: କଣ୍ଟିଲୋ, ୧୪।୨ (ନି.ପ୍ର): ଆଦି ପୀଠ ଭାବେ ପରିଚିତ ନୟାଗଡ଼ ଜିଲ୍ଲା କଣ୍ଟିଲୋ ଗ୍ରାମ ପଞ୍ଚାୟତରେ ଅନୁଷ୍ଠିତ ହେଉଥିବା ବାର୍ଷିକ ମେଳାରେ ଜନସମାଗମ ବଢ଼ିବାରେ ଲାଗିଛି । ତେବେ ମେଳା ପଡ଼ିଆରେ ଆବଶ୍ୟକ ଆଲୋକ ବ୍ୟବସ୍ଥା ନଥିବାରୁ ସନ୍ଧ୍ୟା ହେଲେ ପୁରା ଅନ୍ଧାର ହୋଇଯାଉଛି । ଏଥିରେ ମହିଳା ଓ ଶିଶୁମାନେ ସବୁଠାରୁ ଅଧିକ ଅସୁବିଧାର ସମ୍ମୁଖୀନ ହେଉଛନ୍ତି ।: [417, 1744, 569, 1896]
mela-headline: ମେଳାରେ ଜମୁଛି ଭିଡ଼, ପଡ଼ିଆ ଅନ୍ଧକାରମୟ: [599, 1702, 1067, 1735]
color-dot-black: [790, 2389, 801, 2401]
nisha-col-1: ଖଣ୍ଡପଡ଼ା, ୧୪।୨ (ନି.ପ୍ର): ଖଣ୍ଡପଡ଼ା ବ୍ଲକ ଅନ୍ତର୍ଗତ ବିଭିନ୍ନ ଗ୍ରାମରେ ଅବୈଧ ନିଶାଦ୍ରବ୍ୟ କାରବାର ବନ୍ଦ କରିବା ଦାବିରେ ଶନିବାର ଶହଶହ ମହିଳା ରାସ୍ତାକୁ ଓହ୍ଲାଇଥିଲେ । ହାତରେ ପ୍ଲାକାର୍ଡ ଧରି ଏହି ମହିଳାମାନେ ବ୍ଲକ ଅଫିସ ଆଗରେ ବିକ୍ଷୋଭ ପ୍ରଦର୍ଶନ କରିଥିଲେ । ସେମାନେ କହିଛନ୍ତି ଯେ ଗ୍ରାମରେ ମଦ ଓ ଗଞ୍ଜେଇ କାରବାର ଯୋଗୁଁ ଯୁବପିଢ଼ି ନଷ୍ଟ ହେଉଛି । ପରିବାରରେ ଅଶାନ୍ତି ଲାଗିରହିଛି । ଏହାକୁ ତୁରନ୍ତ ବନ୍ଦ କରିବାକୁ ସେମାନେ ଦାବି କରିଛନ୍ତି ।: [15, 599, 173, 797]
publication-date: ୧୫ ଫେବୃଆରୀ, ୨୦୨୬: [20, 42, 170, 61]
freedom-photo: [1387, 1748, 1523, 1888]
ireland-photo: [945, 140, 1091, 231]
ireland-body: କଲମ୍ବୋ, ୧୪।୨ (ଏଜେନ୍ସି): ଟି-୨୦ ବିଶ୍ୱକପରେ ଆୟର୍ଲାଣ୍ଡ ନିଜର ପ୍ରଥମ ବିଜୟ ହାସଲ କରିଛି । ଶନିବାର ଅନୁଷ୍ଠିତ ମ୍ୟାଚ୍‌ରେ ଆୟର୍ଲାଣ୍ଡ ନାମିବିଆକୁ ୫ ଉଇକେଟରେ ପରାସ୍ତ କରିଛି । ନାମିବିଆ ପ୍ରଥମେ ବ୍ୟାଟିଂ କରି ୨୦ ଓଭରରେ ୧୩୪ ରନ୍ କରିଥିଲା । ଜବାବରେ ଆୟର୍ଲାଣ୍ଡ ୧୮.୪ ଓଭରରେ ୫ ଉଇକେଟ ହରାଇ ଲକ୍ଷ୍ୟ ଭେଦ କରିଥିଲା । ପଲ୍ ଷ୍ଟର୍ଲିଂ ୫୨ ରନ୍ କରି ମ୍ୟାନ୍ ଅଫ୍ ଦ ମ୍ୟାଚ୍ ହୋଇଥିଲେ । ବୋଲିଂରେ ମାର୍କ ଆଡ଼ାୟାର ୩ ଉଇକେଟ ନେଇ ନାମିବିଆର ମେରୁଦଣ୍ଡ ଭାଙ୍ଗି ଦେଇଥିଲେ ।: [765, 142, 938, 325]
health-body-2: ବୈଠକରେ ରୋଗୀଙ୍କ ପାଇଁ ଔଷଧ ଯୋଗାଣ, ଆମ୍ବୁଲାନ୍ସ ସେବା ଏବଂ ପରିଷ୍କାର ପରିଚ୍ଛନ୍ନତା ଉପରେ ଗୁରୁତ୍ୱ ଦିଆଯାଇଥିଲା । ସ୍ୱାସ୍ଥ୍ୟକେନ୍ଦ୍ରରେ ଡାକ୍ତର ଓ କର୍ମଚାରୀଙ୍କ ଶୂନ୍ୟପଦ ପୂରଣ କରିବାକୁ ଦାବି କରାଯାଇଥିଲା ।: [602, 1041, 779, 1130]
right-column-stack: [417, 868, 1523, 1681]
band-top: [0, 69, 1538, 533]
masthead-rule: [0, 65, 1538, 69]
